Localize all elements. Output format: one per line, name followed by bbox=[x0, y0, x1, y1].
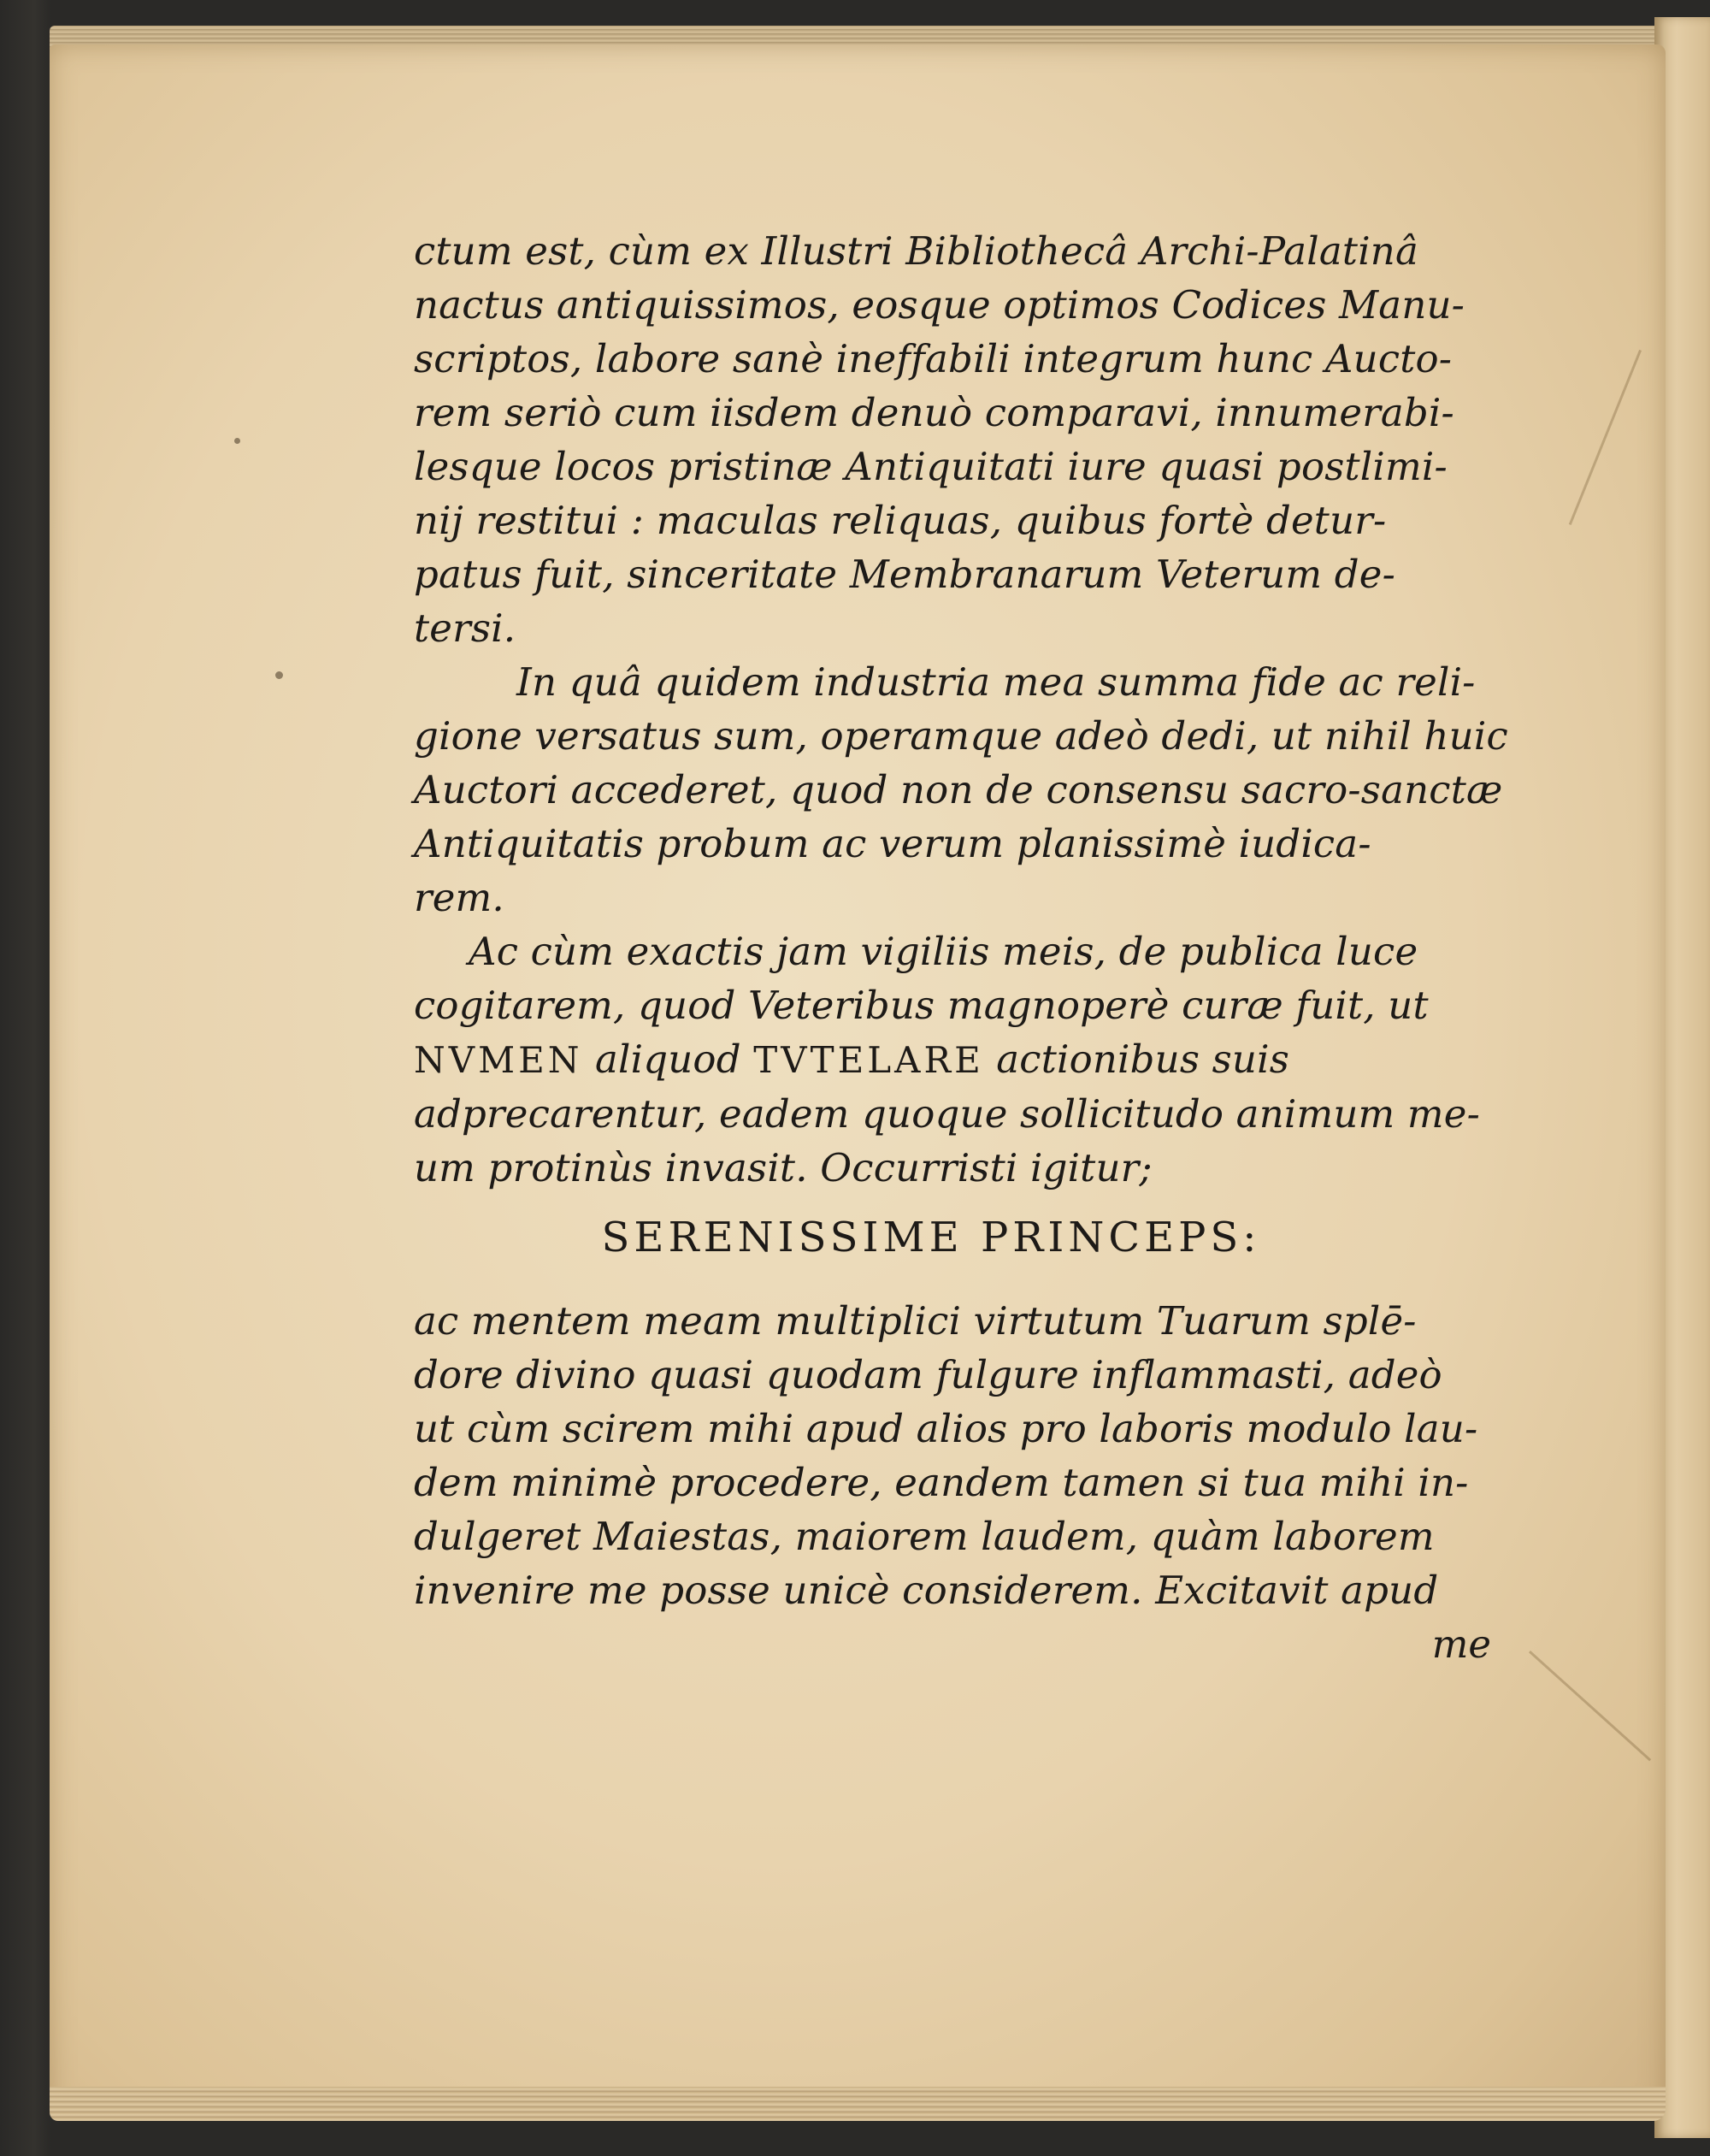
text-line: scriptos, labore sanè ineffabili integrum hunc Aucto- bbox=[414, 336, 1453, 381]
text-line-mixed bbox=[414, 1032, 1500, 1087]
ink-speck bbox=[275, 671, 283, 679]
text-line: lesque locos pristinæ Antiquitati iure quasi postlimi- bbox=[414, 444, 1448, 489]
paragraph-start-line: In quâ quidem industria mea summa fide ac reli- bbox=[516, 659, 1476, 705]
ink-speck bbox=[234, 438, 240, 444]
section-heading: SERENISSIME PRINCEPS: bbox=[601, 1214, 1261, 1261]
text-line: gione versatus sum, operamque adeò dedi, ut nihil huic bbox=[414, 713, 1508, 759]
text-line: rem. bbox=[414, 875, 504, 920]
text-line: adprecarentur, eadem quoque sollicitudo animum me- bbox=[414, 1091, 1481, 1137]
text-line: tersi. bbox=[414, 605, 516, 651]
roman-word: NVMEN bbox=[414, 1039, 583, 1081]
page-edge-bottom bbox=[50, 2087, 1666, 2121]
catchword: me bbox=[1431, 1621, 1491, 1667]
text-line: nij restitui : maculas reliquas, quibus fortè detur- bbox=[414, 498, 1387, 543]
page-text bbox=[414, 224, 1508, 1671]
text-line: rem seriò cum iisdem denuò comparavi, innumerabi- bbox=[414, 390, 1454, 435]
text-line: patus fuit, sinceritate Membranarum Veterum de- bbox=[414, 552, 1395, 597]
roman-word: TVTELARE bbox=[753, 1039, 984, 1081]
text-line: nactus antiquissimos, eosque optimos Codices Manu- bbox=[414, 282, 1465, 328]
text-line: dulgeret Maiestas, maiorem laudem, quàm laborem bbox=[414, 1514, 1435, 1559]
italic-word: actionibus suis bbox=[996, 1037, 1290, 1082]
italic-word: aliquod bbox=[595, 1037, 741, 1082]
text-line: dore divino quasi quodam fulgure inflammasti, adeò bbox=[414, 1352, 1442, 1397]
text-line: um protinùs invasit. Occurristi igitur; bbox=[414, 1145, 1153, 1190]
text-line: ut cùm scirem mihi apud alios pro laboris modulo lau- bbox=[414, 1406, 1478, 1451]
text-line: ctum est, cùm ex Illustri Bibliothecâ Archi-Palatinâ bbox=[414, 228, 1419, 274]
paragraph-start-line: Ac cùm exactis jam vigiliis meis, de publica luce bbox=[469, 929, 1418, 974]
text-line: invenire me posse unicè considerem. Excitavit apud bbox=[414, 1568, 1439, 1613]
text-line: Auctori accederet, quod non de consensu sacro-sanctæ bbox=[414, 767, 1503, 812]
text-line: dem minimè procedere, eandem tamen si tua mihi in- bbox=[414, 1460, 1469, 1505]
text-line: Antiquitatis probum ac verum planissimè iudica- bbox=[414, 821, 1371, 866]
text-line: cogitarem, quod Veteribus magnoperè curæ fuit, ut bbox=[414, 983, 1429, 1028]
text-line: ac mentem meam multiplici virtutum Tuarum splē- bbox=[414, 1298, 1417, 1344]
